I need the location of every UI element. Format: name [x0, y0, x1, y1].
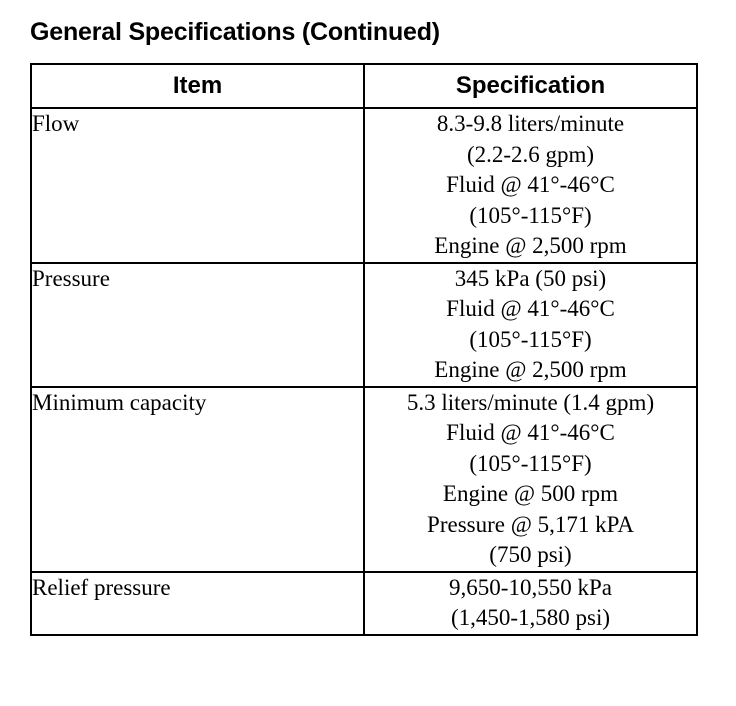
spec-line: Engine @ 2,500 rpm — [434, 233, 627, 258]
page-title: General Specifications (Continued) — [30, 18, 440, 46]
spec-line: (750 psi) — [489, 542, 572, 567]
item-pressure: Pressure — [31, 263, 364, 387]
spec-line: 8.3-9.8 liters/minute — [436, 111, 625, 136]
spec-line: 345 kPa (50 psi) — [454, 265, 607, 291]
header-specification: Specification — [364, 64, 697, 108]
spec-line: (1,450-1,580 psi) — [450, 605, 611, 630]
spec-line: Fluid @ 41°-46°C — [446, 420, 615, 445]
spec-relief-pressure — [364, 572, 697, 635]
table-row-pressure — [31, 263, 697, 387]
spec-line: Fluid @ 41°-46°C — [446, 172, 615, 197]
item-relief-pressure: Relief pressure — [31, 572, 364, 635]
specifications-table — [30, 63, 698, 636]
table-row-flow — [31, 108, 697, 263]
header-item: Item — [31, 64, 364, 108]
spec-line: Engine @ 500 rpm — [442, 481, 619, 506]
spec-pressure — [364, 263, 697, 387]
spec-line: (105°-115°F) — [469, 450, 592, 476]
table-row-minimum-capacity — [31, 387, 697, 572]
spec-flow — [364, 108, 697, 263]
spec-line: Engine @ 2,500 rpm — [434, 357, 627, 382]
item-minimum-capacity: Minimum capacity — [31, 387, 364, 572]
item-flow: Flow — [31, 108, 364, 263]
table-header-row — [31, 64, 697, 108]
spec-minimum-capacity — [364, 387, 697, 572]
table-row-relief-pressure — [31, 572, 697, 635]
spec-line: Fluid @ 41°-46°C — [446, 296, 615, 321]
spec-line: Pressure @ 5,171 kPA — [427, 511, 634, 537]
spec-line: (105°-115°F) — [469, 326, 592, 352]
spec-line: 5.3 liters/minute (1.4 gpm) — [406, 389, 655, 415]
spec-line: (105°-115°F) — [469, 202, 592, 228]
spec-line: (2.2-2.6 gpm) — [466, 141, 595, 167]
spec-line: 9,650-10,550 kPa — [449, 574, 612, 600]
